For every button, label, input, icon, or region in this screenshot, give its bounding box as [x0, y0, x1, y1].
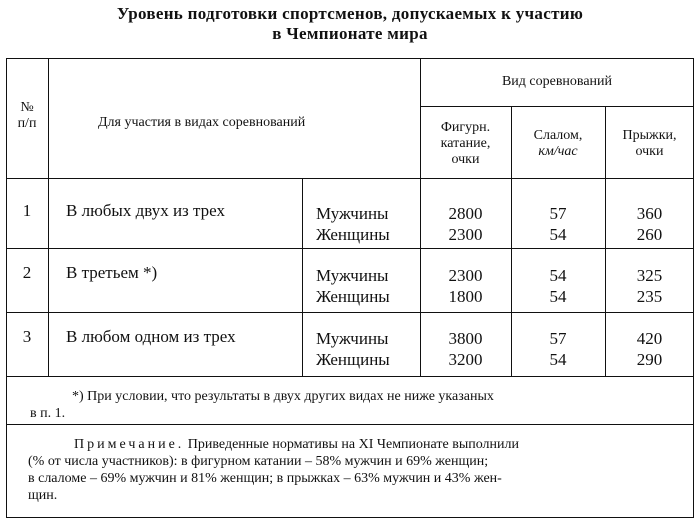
row-1-figure-men: 2800: [448, 204, 483, 223]
row-3-men: Мужчины: [316, 329, 389, 348]
note-label: Примечание.: [74, 437, 185, 452]
top-border: [6, 58, 694, 59]
header-figure-skating: [420, 120, 511, 168]
row-3-figure: [420, 328, 511, 370]
note-line-3: в слаломе – 69% мужчин и 81% женщин; в прыжках – 63% мужчин и 43% жен-: [28, 471, 502, 486]
title-line-1: Уровень подготовки спортсменов, допускаемых к участию: [116, 4, 584, 23]
row-2-slalom-women: 54: [549, 287, 567, 306]
footnote-line-1: *) При условии, что результаты в двух других видах не ниже указаных: [72, 389, 494, 404]
header-participation: Для участия в видах соревнований: [98, 115, 306, 130]
row-1-men: Мужчины: [316, 204, 389, 223]
row-1-slalom-men: 57: [549, 204, 567, 223]
row-1-slalom: [511, 203, 605, 245]
note-line-4: щин.: [28, 488, 58, 503]
row-1-gender: [316, 203, 390, 245]
header-subline: [420, 106, 694, 107]
row-1-jumps-women: 260: [636, 225, 663, 244]
row-2-desc: В третьем *): [66, 263, 158, 282]
row-3-desc: В любом одном из трех: [66, 327, 236, 346]
table-bottom-line: [6, 376, 694, 377]
row-2-slalom-men: 54: [549, 266, 567, 285]
header-num-abbr: п/п: [17, 116, 37, 131]
header-jumps-line-2: очки: [635, 144, 664, 159]
row-1-num: 1: [22, 201, 32, 220]
row-sep-2: [6, 312, 694, 313]
row-3-figure-men: 3800: [448, 329, 483, 348]
row-1-jumps-men: 360: [636, 204, 663, 223]
row-3-jumps-women: 290: [636, 350, 663, 369]
header-competition-type: Вид соревнований: [501, 74, 613, 89]
row-2-women: Женщины: [316, 287, 390, 306]
row-1-figure-women: 2300: [448, 225, 483, 244]
row-2-men: Мужчины: [316, 266, 389, 285]
row-1-slalom-women: 54: [549, 225, 567, 244]
row-2-num: 2: [22, 263, 32, 282]
row-3-gender: [316, 328, 390, 370]
row-2-slalom: [511, 265, 605, 307]
note-first-line: [28, 436, 688, 453]
header-jumps: [605, 128, 694, 160]
row-1-desc: В любых двух из трех: [66, 201, 225, 220]
row-3-slalom: [511, 328, 605, 370]
note-line-1: Приведенные нормативы на XI Чемпионате выполнили: [187, 437, 519, 452]
note-line-2: (% от числа участников): в фигурном катании – 58% мужчин и 69% женщин;: [28, 454, 489, 469]
row-3-figure-women: 3200: [448, 350, 483, 369]
header-jumps-line-1: Прыжки,: [622, 128, 677, 143]
row-2-gender: [316, 265, 390, 307]
header-slalom: [511, 128, 605, 160]
table-title: [0, 4, 700, 44]
row-1-jumps: [605, 203, 694, 245]
header-slalom-unit: км/час: [538, 144, 578, 159]
row-3-slalom-men: 57: [549, 329, 567, 348]
footnote-sep-line: [6, 424, 694, 425]
row-3-slalom-women: 54: [549, 350, 567, 369]
row-2-jumps-men: 325: [636, 266, 663, 285]
row-2-figure-women: 1800: [448, 287, 483, 306]
header-num-symbol: №: [20, 100, 34, 115]
header-figure-line-1: Фигурн.: [440, 120, 491, 135]
standards-table: [6, 58, 694, 518]
header-figure-line-2: катание,: [440, 136, 491, 151]
row-3-num: 3: [22, 327, 32, 346]
header-num: [6, 100, 48, 132]
row-sep-1: [6, 248, 694, 249]
row-3-women: Женщины: [316, 350, 390, 369]
col-sep-num: [48, 58, 49, 376]
title-line-2: в Чемпионате мира: [272, 24, 428, 43]
row-3-jumps-men: 420: [636, 329, 663, 348]
header-slalom-line-1: Слалом,: [533, 128, 583, 143]
col-sep-gender: [302, 178, 303, 376]
row-2-jumps: [605, 265, 694, 307]
row-3-jumps: [605, 328, 694, 370]
row-2-jumps-women: 235: [636, 287, 663, 306]
row-1-figure: [420, 203, 511, 245]
header-figure-line-3: очки: [451, 152, 480, 167]
row-2-figure: [420, 265, 511, 307]
row-1-women: Женщины: [316, 225, 390, 244]
bottom-border: [6, 517, 694, 518]
row-2-figure-men: 2300: [448, 266, 483, 285]
footnote-line-2: в п. 1.: [30, 406, 66, 421]
header-bottom-line: [6, 178, 694, 179]
note-block: [28, 436, 688, 504]
